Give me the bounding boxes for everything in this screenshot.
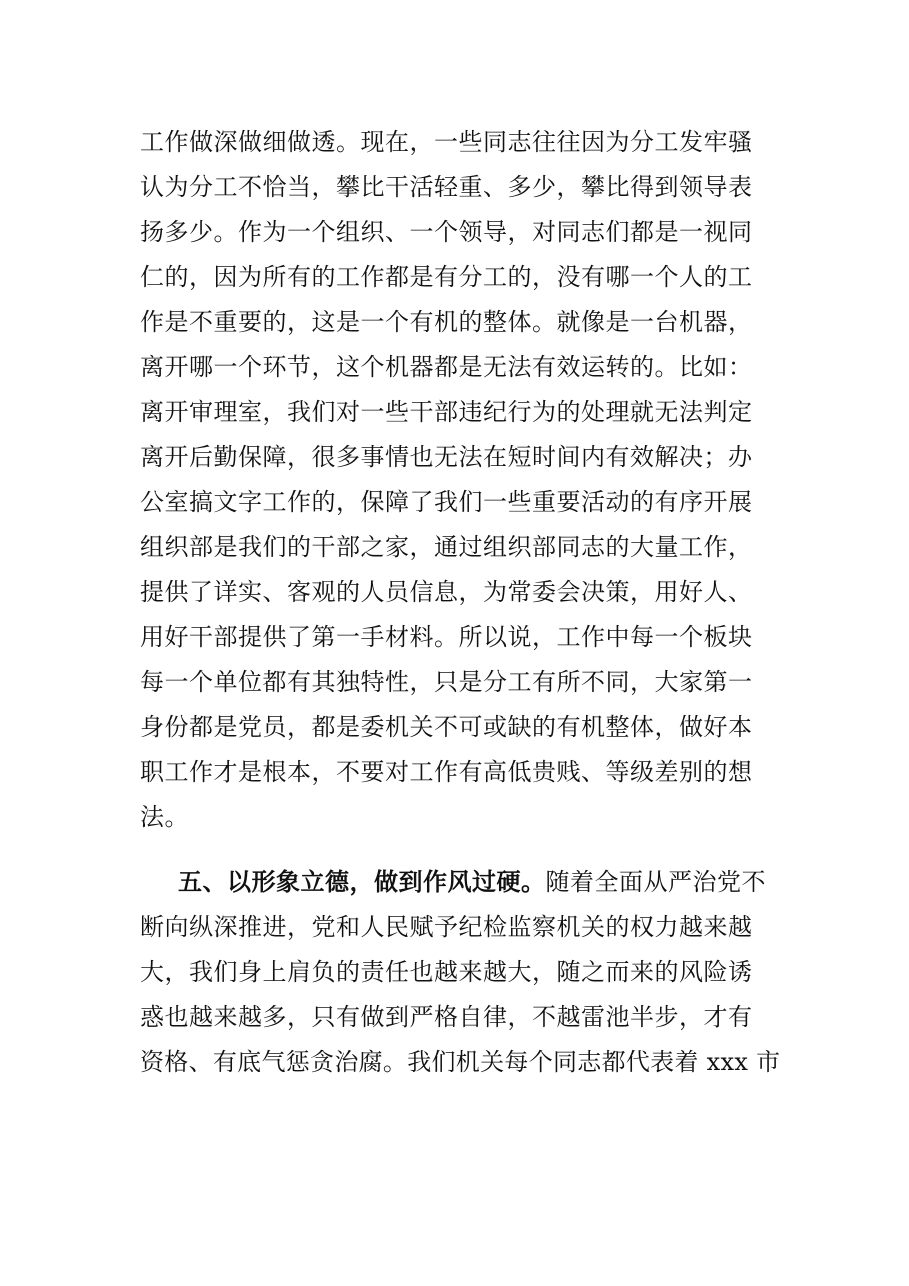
text-line: 资格、有底气惩贪治腐。我们机关每个同志都代表着 xxx 市 <box>140 1048 781 1076</box>
text-line: 工作做深做细做透。现在，一些同志往往因为分工发牢骚 <box>140 128 753 156</box>
text-line: 扬多少。作为一个组织、一个领导，对同志们都是一视同 <box>140 218 753 246</box>
text-line: 认为分工不恰当，攀比干活轻重、多少，攀比得到领导表 <box>140 173 753 201</box>
text-line: 作是不重要的，这是一个有机的整体。就像是一台机器， <box>140 308 753 336</box>
text-line: 每一个单位都有其独特性，只是分工有所不同，大家第一 <box>140 668 753 696</box>
text-line: 离开审理室，我们对一些干部违纪行为的处理就无法判定 <box>140 398 753 426</box>
text-line: 仁的，因为所有的工作都是有分工的，没有哪一个人的工 <box>140 263 753 291</box>
text-line: 用好干部提供了第一手材料。所以说，工作中每一个板块 <box>140 623 753 651</box>
text-line: 离开后勤保障，很多事情也无法在短时间内有效解决；办 <box>140 443 753 471</box>
section-first-line-text: 随着全面从严治党不 <box>545 868 766 896</box>
section-first-line <box>178 865 766 899</box>
text-line: 职工作才是根本，不要对工作有高低贵贱、等级差别的想 <box>140 758 753 786</box>
text-line: 法。 <box>140 803 189 831</box>
text-line: 提供了详实、客观的人员信息，为常委会决策，用好人、 <box>140 578 753 606</box>
text-line: 断向纵深推进，党和人民赋予纪检监察机关的权力越来越 <box>140 913 753 941</box>
text-line: 组织部是我们的干部之家，通过组织部同志的大量工作， <box>140 533 753 561</box>
text-line: 大，我们身上肩负的责任也越来越大，随之而来的风险诱 <box>140 958 753 986</box>
text-line: 公室搞文字工作的，保障了我们一些重要活动的有序开展 <box>140 488 753 516</box>
text-line: 身份都是党员，都是委机关不可或缺的有机整体，做好本 <box>140 713 753 741</box>
section-heading: 五、以形象立德，做到作风过硬。 <box>178 867 546 896</box>
text-line: 惑也越来越多，只有做到严格自律，不越雷池半步，才有 <box>140 1003 753 1031</box>
text-line: 离开哪一个环节，这个机器都是无法有效运转的。比如： <box>140 353 753 381</box>
